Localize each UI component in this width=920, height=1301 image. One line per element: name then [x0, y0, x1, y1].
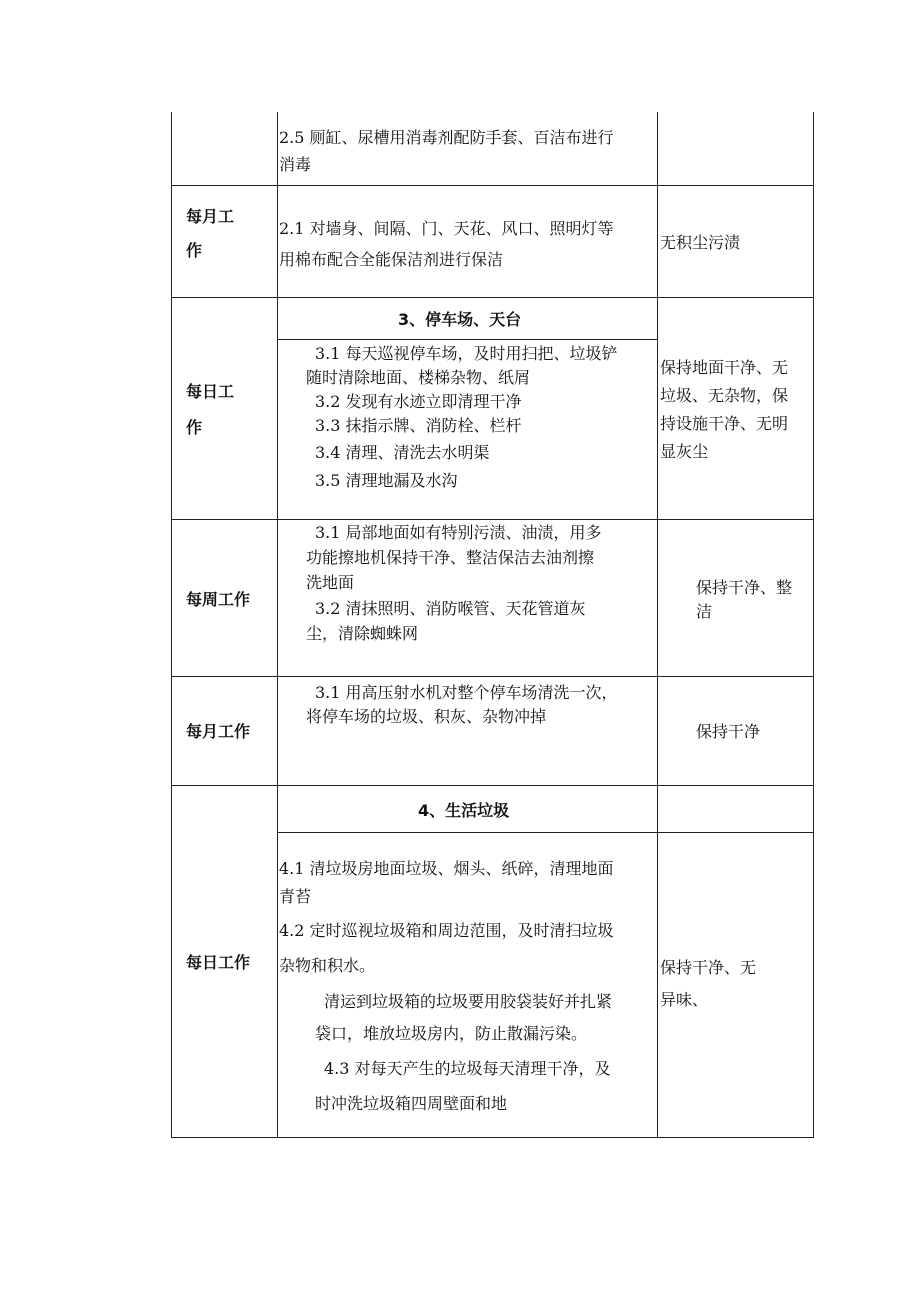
period-label: 每日工 — [186, 382, 235, 401]
task-text: 3.4 清理、清洗去水明渠 — [315, 443, 490, 462]
standard-text: 洁 — [696, 602, 713, 621]
task-text: 清运到垃圾箱的垃圾要用胶袋装好并扎紧 — [324, 992, 613, 1011]
section-divider — [277, 832, 814, 833]
task-text: 用棉布配合全能保洁剂进行保洁 — [279, 250, 504, 269]
standard-text: 保持干净、无 — [660, 958, 757, 977]
task-text: 杂物和积水。 — [279, 956, 376, 975]
task-text: 时冲洗垃圾箱四周壁面和地 — [315, 1094, 508, 1113]
task-text: 洗地面 — [306, 573, 355, 592]
row-divider — [171, 185, 814, 186]
standard-text: 保持地面干净、无 — [660, 358, 789, 377]
table-divider-1 — [277, 112, 278, 1138]
section-heading: 4、生活垃圾 — [418, 801, 510, 820]
task-text: 4.3 对每天产生的垃圾每天清理干净，及 — [324, 1059, 611, 1078]
task-text: 消毒 — [279, 155, 312, 174]
standard-text: 持设施干净、无明 — [660, 414, 789, 433]
task-text: 袋口，堆放垃圾房内，防止散漏污染。 — [315, 1024, 588, 1043]
task-text: 3.2 发现有水迹立即清理干净 — [315, 392, 522, 411]
table-border-right — [813, 112, 814, 1138]
table-divider-2 — [657, 112, 658, 1138]
standard-text: 无积尘污渍 — [660, 233, 741, 252]
task-text: 3.3 抹指示牌、消防栓、栏杆 — [315, 416, 522, 435]
task-text: 3.1 用高压射水机对整个停车场清洗一次， — [315, 683, 618, 702]
standard-text: 保持干净 — [696, 722, 761, 741]
period-label: 作 — [186, 418, 203, 437]
task-text: 4.2 定时巡视垃圾箱和周边范围，及时清扫垃圾 — [279, 921, 614, 940]
task-text: 尘，清除蜘蛛网 — [306, 624, 419, 643]
task-text: 3.2 清抹照明、消防喉管、天花管道灰 — [315, 599, 586, 618]
period-label: 每日工作 — [186, 953, 251, 972]
standard-text: 保持干净、整 — [696, 578, 793, 597]
task-text: 4.1 清垃圾房地面垃圾、烟头、纸碎，清理地面 — [279, 859, 614, 878]
task-text: 将停车场的垃圾、积灰、杂物冲掉 — [306, 707, 547, 726]
row-divider — [171, 785, 814, 786]
task-text: 3.1 每天巡视停车场，及时用扫把、垃圾铲 — [315, 344, 618, 363]
period-label: 每月工 — [186, 207, 235, 226]
task-text: 2.1 对墙身、间隔、门、天花、风口、照明灯等 — [279, 219, 614, 238]
section-heading: 3、停车场、天台 — [398, 310, 522, 329]
table-border-bottom — [171, 1137, 814, 1138]
standard-text: 异味、 — [660, 990, 709, 1009]
period-label: 作 — [186, 241, 203, 260]
task-text: 青苔 — [279, 887, 312, 906]
task-text: 2.5 厕缸、尿槽用消毒剂配防手套、百洁布进行 — [279, 128, 614, 147]
task-text: 3.5 清理地漏及水沟 — [315, 471, 458, 490]
row-divider — [171, 297, 814, 298]
section-divider — [277, 339, 658, 340]
task-text: 随时清除地面、楼梯杂物、纸屑 — [306, 368, 531, 387]
table-border-left — [171, 112, 172, 1138]
standard-text: 显灰尘 — [660, 442, 709, 461]
standard-text: 垃圾、无杂物，保 — [660, 386, 789, 405]
period-label: 每月工作 — [186, 722, 251, 741]
row-divider — [171, 519, 814, 520]
task-text: 功能擦地机保持干净、整洁保洁去油剂擦 — [306, 548, 595, 567]
row-divider — [171, 676, 814, 677]
period-label: 每周工作 — [186, 590, 251, 609]
task-text: 3.1 局部地面如有特别污渍、油渍，用多 — [315, 523, 602, 542]
